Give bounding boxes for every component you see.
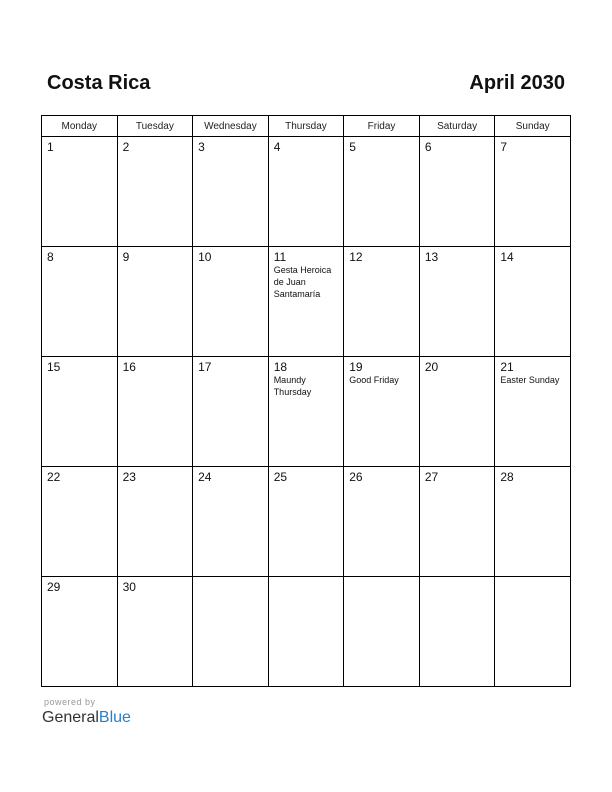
day-number: 27	[424, 470, 439, 484]
weekday-header: Sunday	[495, 116, 571, 137]
calendar-week-row	[42, 357, 571, 467]
calendar-day-cell	[268, 247, 344, 357]
holiday-label: Maundy Thursday	[273, 375, 312, 397]
holiday-label: Good Friday	[349, 375, 399, 385]
calendar-day-cell	[344, 577, 420, 687]
day-number: 3	[198, 140, 205, 154]
day-number	[495, 577, 570, 580]
calendar-day-cell	[419, 577, 495, 687]
calendar-day-cell	[419, 357, 495, 467]
calendar-day-cell	[495, 137, 571, 247]
weekday-header: Saturday	[419, 116, 495, 137]
brand-blue-text: Blue	[98, 709, 131, 726]
weekday-header: Wednesday	[193, 116, 269, 137]
calendar-day-cell	[193, 357, 269, 467]
calendar-day-cell	[495, 577, 571, 687]
day-number: 14	[500, 250, 514, 264]
weekday-header: Tuesday	[117, 116, 193, 137]
calendar-day-cell	[117, 577, 193, 687]
calendar-month-title: April 2030	[469, 72, 565, 94]
day-number: 25	[273, 470, 288, 484]
holiday-label: Gesta Heroica de Juan Santamaría	[273, 265, 332, 299]
day-number: 22	[47, 470, 61, 484]
weekday-header: Monday	[42, 116, 118, 137]
day-number: 23	[122, 470, 136, 484]
calendar-grid	[41, 115, 571, 687]
calendar-week-row	[42, 467, 571, 577]
weekday-header-row	[42, 116, 571, 137]
day-number: 30	[122, 580, 136, 594]
calendar-day-cell	[193, 137, 269, 247]
calendar-day-cell	[117, 247, 193, 357]
day-number: 8	[47, 250, 54, 264]
day-number: 7	[500, 140, 508, 154]
day-number: 24	[198, 470, 212, 484]
holiday-label: Easter Sunday	[500, 375, 560, 385]
calendar-day-cell	[268, 357, 344, 467]
calendar-day-cell	[117, 137, 193, 247]
day-number	[420, 577, 495, 580]
calendar-day-cell	[268, 137, 344, 247]
day-number: 15	[47, 360, 61, 374]
day-number: 29	[47, 580, 61, 594]
calendar-day-cell	[495, 247, 571, 357]
generalblue-logo[interactable]	[42, 708, 131, 728]
calendar-day-cell	[193, 577, 269, 687]
calendar-country-title: Costa Rica	[47, 72, 151, 94]
calendar-day-cell	[117, 357, 193, 467]
weekday-header: Thursday	[268, 116, 344, 137]
day-number: 9	[122, 250, 130, 264]
day-number: 5	[349, 140, 356, 154]
calendar-day-cell	[344, 247, 420, 357]
calendar-day-cell	[42, 357, 118, 467]
day-number	[269, 577, 344, 580]
day-number: 4	[273, 140, 281, 154]
day-number	[344, 577, 419, 580]
calendar-day-cell	[42, 577, 118, 687]
day-number: 11	[273, 250, 287, 264]
calendar-day-cell	[117, 467, 193, 577]
day-number: 2	[122, 140, 130, 154]
day-number: 18	[273, 360, 288, 374]
day-number: 19	[349, 360, 363, 374]
day-number: 6	[424, 140, 432, 154]
day-number: 13	[424, 250, 439, 264]
day-number: 16	[122, 360, 136, 374]
calendar-day-cell	[419, 247, 495, 357]
calendar-day-cell	[42, 467, 118, 577]
day-number: 28	[500, 470, 514, 484]
calendar-day-cell	[193, 247, 269, 357]
day-number: 1	[47, 140, 54, 154]
calendar-day-cell	[268, 577, 344, 687]
calendar-day-cell	[344, 467, 420, 577]
day-number: 12	[349, 250, 363, 264]
day-number: 10	[198, 250, 212, 264]
calendar-week-row	[42, 577, 571, 687]
day-number: 17	[198, 360, 212, 374]
calendar-day-cell	[193, 467, 269, 577]
calendar-day-cell	[344, 137, 420, 247]
calendar-day-cell	[495, 467, 571, 577]
calendar-day-cell	[42, 137, 118, 247]
brand-general-text: General	[42, 709, 99, 726]
day-number: 20	[424, 360, 439, 374]
calendar-day-cell	[344, 357, 420, 467]
weekday-header: Friday	[344, 116, 420, 137]
calendar-day-cell	[419, 137, 495, 247]
calendar-week-row	[42, 247, 571, 357]
powered-by-text: powered by	[44, 697, 96, 707]
calendar-day-cell	[495, 357, 571, 467]
day-number: 26	[349, 470, 363, 484]
calendar-day-cell	[42, 247, 118, 357]
day-number	[193, 577, 268, 580]
calendar-day-cell	[419, 467, 495, 577]
day-number: 21	[500, 360, 514, 374]
calendar-day-cell	[268, 467, 344, 577]
calendar-week-row	[42, 137, 571, 247]
